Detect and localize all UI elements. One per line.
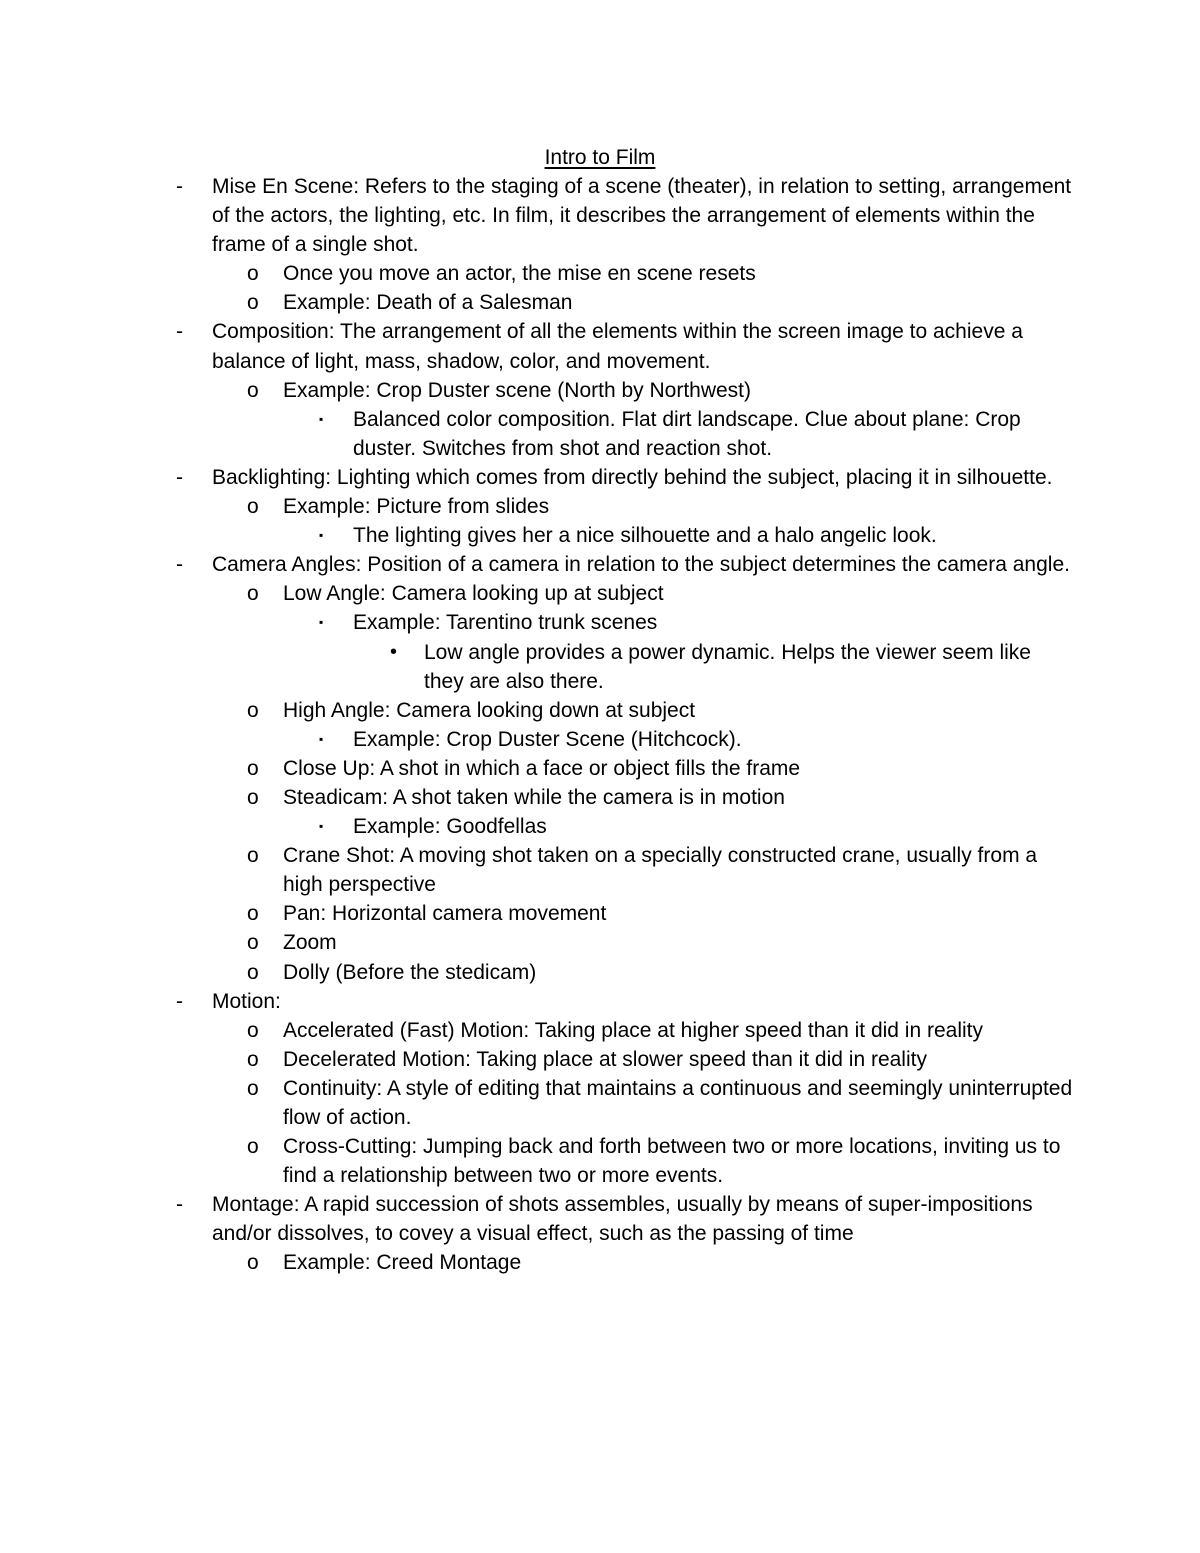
outline-item-text: Cross-Cutting: Jumping back and forth between two or more locations, inviting us to find a relationship between two or more events. bbox=[283, 1135, 1061, 1188]
circle-bullet-icon: o bbox=[247, 378, 259, 402]
outline-item-level-2 bbox=[0, 288, 1200, 317]
dash-bullet-icon: - bbox=[176, 175, 183, 198]
outline-item-level-2 bbox=[0, 1074, 1200, 1132]
circle-bullet-icon: o bbox=[247, 931, 259, 955]
square-bullet-icon: ▪ bbox=[319, 411, 324, 426]
outline-item-text: Motion: bbox=[212, 989, 281, 1013]
outline-item-level-2 bbox=[0, 1045, 1200, 1074]
outline-item-text: Continuity: A style of editing that maintains a continuous and seemingly uninterrupted flow of action. bbox=[283, 1076, 1073, 1129]
outline-item-level-2 bbox=[0, 376, 1200, 405]
circle-bullet-icon: o bbox=[247, 262, 259, 286]
outline-item-level-1 bbox=[0, 317, 1200, 375]
square-bullet-icon: ▪ bbox=[319, 615, 324, 630]
outline-item-text: Zoom bbox=[283, 931, 337, 955]
circle-bullet-icon: o bbox=[247, 785, 259, 809]
outline-item-level-2 bbox=[0, 1248, 1200, 1277]
outline-item-level-2 bbox=[0, 579, 1200, 608]
outline-item-text: Pan: Horizontal camera movement bbox=[283, 902, 607, 926]
outline-item-text: Example: Creed Montage bbox=[283, 1251, 522, 1275]
notes-outline bbox=[0, 172, 1200, 1278]
outline-item-level-2 bbox=[0, 958, 1200, 987]
outline-item-text: Close Up: A shot in which a face or object fills the frame bbox=[283, 756, 801, 780]
outline-item-text: Example: Tarentino trunk scenes bbox=[353, 611, 658, 635]
outline-item-text: Example: Picture from slides bbox=[283, 495, 550, 519]
circle-bullet-icon: o bbox=[247, 756, 259, 780]
square-bullet-icon: ▪ bbox=[319, 528, 324, 543]
dash-bullet-icon: - bbox=[176, 989, 183, 1013]
outline-item-text: Composition: The arrangement of all the elements within the screen image to achieve a balance of light, mass, shadow, color, and movement. bbox=[212, 320, 1023, 373]
outline-item-text: Low Angle: Camera looking up at subject bbox=[283, 582, 664, 606]
circle-bullet-icon: o bbox=[247, 698, 259, 722]
outline-item-text: Balanced color composition. Flat dirt landscape. Clue about plane: Crop duster. Switches from shot and reaction shot. bbox=[353, 407, 1021, 460]
outline-item-level-3 bbox=[0, 725, 1200, 754]
outline-item-text: The lighting gives her a nice silhouette and a halo angelic look. bbox=[353, 524, 937, 548]
outline-item-text: Dolly (Before the stedicam) bbox=[283, 960, 537, 984]
outline-item-level-2 bbox=[0, 1016, 1200, 1045]
circle-bullet-icon: o bbox=[247, 495, 259, 519]
outline-item-text: High Angle: Camera looking down at subject bbox=[283, 698, 696, 722]
outline-item-level-2 bbox=[0, 899, 1200, 928]
outline-item-level-3 bbox=[0, 608, 1200, 637]
outline-item-text: Example: Goodfellas bbox=[353, 815, 547, 839]
outline-item-level-1 bbox=[0, 172, 1200, 259]
circle-bullet-icon: o bbox=[247, 902, 259, 926]
outline-item-level-3 bbox=[0, 405, 1200, 463]
outline-item-text: Camera Angles: Position of a camera in relation to the subject determines the camera angle. bbox=[212, 553, 1070, 577]
outline-item-level-2 bbox=[0, 841, 1200, 899]
outline-item-level-4 bbox=[0, 638, 1200, 696]
outline-item-level-3 bbox=[0, 812, 1200, 841]
dash-bullet-icon: - bbox=[176, 465, 183, 489]
outline-item-text: Decelerated Motion: Taking place at slower speed than it did in reality bbox=[283, 1047, 927, 1071]
outline-item-level-1 bbox=[0, 987, 1200, 1016]
outline-item-text: Backlighting: Lighting which comes from directly behind the subject, placing it in silhouette. bbox=[212, 465, 1053, 489]
outline-item-level-1 bbox=[0, 1190, 1200, 1248]
dot-bullet-icon: • bbox=[390, 640, 398, 663]
circle-bullet-icon: o bbox=[247, 960, 259, 984]
circle-bullet-icon: o bbox=[247, 844, 259, 868]
outline-item-text: Montage: A rapid succession of shots assembles, usually by means of super-impositions and/or dissolves, to covey a visual effect, such as the passing of time bbox=[212, 1193, 1033, 1246]
outline-item-level-2 bbox=[0, 696, 1200, 725]
outline-item-level-1 bbox=[0, 463, 1200, 492]
outline-item-level-2 bbox=[0, 783, 1200, 812]
outline-item-text: Crane Shot: A moving shot taken on a specially constructed crane, usually from a high perspective bbox=[283, 844, 1038, 897]
outline-item-text: Mise En Scene: Refers to the staging of a scene (theater), in relation to setting, arrangement of the actors, the lighting, etc. In film, it describes the arrangement of elements within the frame of a single shot. bbox=[212, 175, 1072, 257]
outline-item-text: Example: Crop Duster Scene (Hitchcock). bbox=[353, 727, 742, 751]
circle-bullet-icon: o bbox=[247, 1251, 259, 1275]
circle-bullet-icon: o bbox=[247, 1135, 259, 1159]
outline-item-level-2 bbox=[0, 259, 1200, 288]
square-bullet-icon: ▪ bbox=[319, 731, 324, 746]
outline-item-level-2 bbox=[0, 1132, 1200, 1190]
outline-item-text: Example: Death of a Salesman bbox=[283, 291, 573, 315]
circle-bullet-icon: o bbox=[247, 1018, 259, 1042]
circle-bullet-icon: o bbox=[247, 582, 259, 606]
dash-bullet-icon: - bbox=[176, 1193, 183, 1217]
outline-item-text: Example: Crop Duster scene (North by Northwest) bbox=[283, 378, 751, 402]
outline-item-text: Low angle provides a power dynamic. Helps the viewer seem like they are also there. bbox=[424, 640, 1031, 693]
dash-bullet-icon: - bbox=[176, 320, 183, 344]
circle-bullet-icon: o bbox=[247, 291, 259, 315]
document-title: Intro to Film bbox=[544, 146, 656, 169]
outline-item-text: Steadicam: A shot taken while the camera is in motion bbox=[283, 785, 785, 809]
outline-item-level-2 bbox=[0, 492, 1200, 521]
outline-item-text: Accelerated (Fast) Motion: Taking place at higher speed than it did in reality bbox=[283, 1018, 983, 1042]
square-bullet-icon: ▪ bbox=[319, 819, 324, 834]
circle-bullet-icon: o bbox=[247, 1076, 259, 1100]
outline-item-level-1 bbox=[0, 550, 1200, 579]
outline-item-level-2 bbox=[0, 928, 1200, 957]
dash-bullet-icon: - bbox=[176, 553, 183, 577]
circle-bullet-icon: o bbox=[247, 1047, 259, 1071]
outline-item-level-2 bbox=[0, 754, 1200, 783]
outline-item-level-3 bbox=[0, 521, 1200, 550]
outline-item-text: Once you move an actor, the mise en scene resets bbox=[283, 262, 756, 286]
